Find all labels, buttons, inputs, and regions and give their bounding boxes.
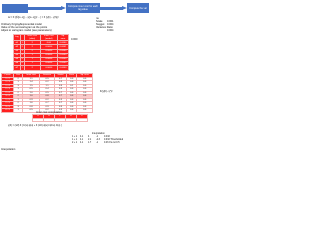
param-label-2: Scale [96, 20, 103, 23]
table-cell: 1.6 [23, 102, 40, 106]
table-cell: d1 [14, 41, 21, 45]
table-cell: 0.7 [54, 95, 66, 99]
table-cell: 2 [14, 91, 23, 95]
table-cell: 0.0000 [58, 62, 69, 66]
pairs-table [1, 73, 93, 113]
table-header-cell: Error [66, 74, 76, 78]
table-header-cell: Sq. error [58, 35, 69, 41]
table-cell: 0.5 [23, 88, 40, 92]
table-cell: 0.0 [66, 98, 76, 102]
table-cell: 0.2 [40, 98, 55, 102]
table-cell: 4 - 5 [2, 109, 14, 113]
table-cell: 1 [21, 41, 23, 44]
table-cell: 0.0 [66, 102, 76, 106]
flow-box-3: Compute the val [127, 3, 149, 13]
table2-note: Σ(γ(h)−γ*)² [100, 90, 113, 93]
table-cell: 0.0 [66, 95, 76, 99]
interp-cell: -1 [96, 136, 99, 138]
formula-bottom: γ(h) = (1/2) Σ [ 1/(u)·ψ(u) + Σ (1/2)·ψ(u)·ln(1/u)·C(u) ] [8, 125, 62, 127]
table-cell: 0.0000 [58, 41, 69, 45]
table-cell: 2 [14, 102, 23, 106]
table-cell: 0.0000 [40, 62, 57, 66]
table-cell: 0.9 [23, 98, 40, 102]
table-cell: 3 - 5 [2, 105, 14, 109]
table-cell: 0.5 [23, 109, 40, 113]
table-cell: 0.9 [40, 105, 55, 109]
table-cell: 0.0 [77, 109, 93, 113]
table-cell: 1.1 [23, 77, 40, 81]
interp-cell: 0.432 [104, 136, 110, 138]
table-cell: 0.7 [54, 77, 66, 81]
table-cell [44, 118, 55, 121]
table-header-cell: d [65, 115, 76, 119]
param-value-4: 0.004 [107, 29, 114, 32]
param-value-2: 0.001 [107, 20, 114, 23]
table-cell: 0.0000 [40, 53, 57, 57]
flow-box-1 [2, 4, 28, 13]
table-cell: 0.4 [40, 88, 55, 92]
table-cell: 2 [24, 49, 40, 53]
table-cell: 0.5 [40, 91, 55, 95]
table-cell: 7 [21, 66, 23, 69]
table-cell: 0.0000 [40, 45, 57, 49]
table-cell: d6 [14, 62, 21, 66]
table-cell [76, 118, 87, 121]
table-cell: 1 [24, 57, 40, 61]
interp-cell: 2 + 1 [72, 142, 78, 144]
table-cell: 0.1 [66, 84, 76, 88]
table-cell: 0.0 [77, 84, 93, 88]
table-header-cell: b [44, 115, 55, 119]
table-header-cell: Lag [14, 35, 21, 41]
table-cell: 0.0 [66, 105, 76, 109]
table-cell: 0.0000 [40, 49, 57, 53]
flow-arrow-2-stem [100, 7, 123, 9]
table-header-cell: Sq. error [77, 74, 93, 78]
table-cell: 1 - 4 [2, 84, 14, 88]
table-cell: 1 [24, 53, 40, 57]
table-cell: 1 [24, 62, 40, 66]
table-cell: 1.1 [40, 84, 55, 88]
table-cell: 2 - 3 [2, 88, 14, 92]
table-cell: 0.0 [77, 98, 93, 102]
table-cell: 1 [14, 109, 23, 113]
table-cell: 2 [24, 45, 40, 49]
table-cell: 0.9 [54, 84, 66, 88]
table-cell: 1 - 3 [2, 81, 14, 85]
table-cell: d2 [14, 45, 21, 49]
table-cell: 0.0 [77, 81, 93, 85]
table-cell: 0.0000 [58, 49, 69, 53]
table-cell: 0.0000 [40, 57, 57, 61]
table-cell: 0.0000 [58, 57, 69, 61]
table-cell: 0.5 [40, 77, 55, 81]
table-cell: 0.8 [23, 105, 40, 109]
table-cell: 0.7 [54, 102, 66, 106]
interp-cell: 1 + 1 [72, 139, 78, 141]
interp-cell: 4.1 [80, 136, 84, 138]
table-cell: 0.7 [40, 102, 55, 106]
table-cell: 0.0000 [40, 66, 57, 70]
table-cell: 1.0 [23, 91, 40, 95]
interp-cell: 4.1 [80, 139, 84, 141]
table-cell: 0.0 [77, 102, 93, 106]
table-cell: 1.4 [23, 81, 40, 85]
list-item [72, 142, 123, 145]
flow-box-2: Compute inner cost for each lag value [67, 5, 99, 11]
table-cell: 3 [14, 84, 23, 88]
table-cell: 1.0 [23, 95, 40, 99]
table-cell: 0.8 [40, 95, 55, 99]
table-cell: 1 [14, 98, 23, 102]
table-cell: 0.7 [54, 91, 66, 95]
table-cell: 2 [14, 77, 23, 81]
table-header-cell: Dist [14, 74, 23, 78]
interp-cell: 0.46 It's cut 0.5 [104, 142, 120, 144]
table-cell: 0.0 [77, 95, 93, 99]
interp-cell: 4 [88, 136, 90, 138]
table-header-cell: Inner cost (model) [40, 35, 57, 41]
table-cell: 0.0000 [58, 53, 69, 57]
param-value-3: 0.004 [107, 23, 114, 26]
interp-cell: 4.1 [80, 142, 84, 144]
table-cell: d5 [14, 57, 21, 61]
table-cell: 2 [14, 95, 23, 99]
table-cell: 0.0 [66, 88, 76, 92]
table-cell: 0.3 [54, 81, 66, 85]
interp-cell: -1 [96, 142, 99, 144]
table-cell: 1 [14, 81, 23, 85]
table-cell: 0.2 [40, 81, 55, 85]
table3-title: Inner cost computation [36, 111, 63, 114]
param-label-1: nu [96, 17, 99, 20]
info-line-4: Adjust to variogram model (see parameters) [1, 29, 52, 32]
table-cell: 3 [14, 105, 23, 109]
table-cell: 1 - 2 [2, 77, 14, 81]
table-header-cell: Inner cost (data) [24, 35, 40, 41]
table-cell: 0.3 [54, 98, 66, 102]
table-cell: 0.0001 [58, 45, 69, 49]
table-header-cell: Points [2, 74, 14, 78]
table-cell: d7 [14, 66, 21, 70]
table-cell: 2 - 5 [2, 102, 14, 106]
table-header-cell: c [55, 115, 66, 119]
table-cell: 0.3 [54, 88, 66, 92]
table-cell [55, 118, 66, 121]
table-cell: 0.0 [77, 88, 93, 92]
table-header-cell: a [33, 115, 44, 119]
info-line-3: Value of the semivariogram at the points [1, 26, 48, 29]
table-cell [65, 118, 76, 121]
table-cell: 0.3 [54, 109, 66, 113]
table-header-cell: e [76, 115, 87, 119]
table-cell: 0.0 [66, 91, 76, 95]
table-cell: 2 [21, 45, 23, 48]
table-header-cell: Semivar [40, 74, 55, 78]
param-label-4: Variance Ratio [96, 26, 113, 29]
inner-cost-table [13, 34, 69, 71]
table-cell: 0.0 [66, 77, 76, 81]
table-cell: 0.0 [77, 91, 93, 95]
table-row [14, 66, 69, 70]
table-header-cell: Inner cost [23, 74, 40, 78]
formula-top: w² = Σ [(ĥ(|xᵢ−xⱼ|) − γ(|xᵢ−xⱼ|))² ... ] = Σ (y(h) − γ(h))² [8, 17, 59, 19]
table-cell: 4 [21, 54, 23, 57]
table-cell: 0.0000 [58, 66, 69, 70]
table-cell: 2 [24, 66, 40, 70]
table-cell: 0.0 [66, 109, 76, 113]
interp-cell: 1.7 [88, 142, 92, 144]
table-cell: 0.0 [77, 105, 93, 109]
table-cell: 3 - 4 [2, 95, 14, 99]
table-cell: 6 [21, 62, 23, 65]
table-cell: 1 [14, 88, 23, 92]
table-cell: d4 [14, 53, 21, 57]
table-header-cell: Model [54, 74, 66, 78]
table-cell: 0.00 [40, 41, 57, 45]
interp-cell: 0.032 Thresholded [104, 139, 124, 141]
interp-cell: 1 + 1 [72, 136, 78, 138]
table-cell: 2 [24, 41, 40, 45]
info-line-2: Ordinary Kriging/Exponential model [1, 23, 42, 26]
table-cell: 0.0 [77, 77, 93, 81]
table1-total: 0.000 [71, 38, 78, 41]
interp-cell: 2.1 [88, 139, 92, 141]
table-cell: 1.5 [23, 84, 40, 88]
table-cell [33, 118, 44, 121]
table-cell: 2 - 4 [2, 91, 14, 95]
footer-label: Interpolation [1, 148, 16, 151]
interp-cell: -2.3 [96, 139, 100, 141]
table-row [33, 118, 88, 121]
table-cell: 3 [21, 49, 23, 52]
interpolation-block [72, 133, 123, 145]
table-cell: 5 [21, 58, 23, 61]
table-cell: 1 - 5 [2, 98, 14, 102]
interpolation-title: Interpolation [92, 133, 105, 135]
table-cell: 0.2 [40, 109, 55, 113]
param-label-3: Nugget [96, 23, 105, 26]
table-cell: 0.0 [66, 81, 76, 85]
flow-arrow-1-stem [28, 7, 62, 9]
small-table [32, 114, 88, 122]
table-cell: d3 [14, 49, 21, 53]
table-cell: 0.9 [54, 105, 66, 109]
